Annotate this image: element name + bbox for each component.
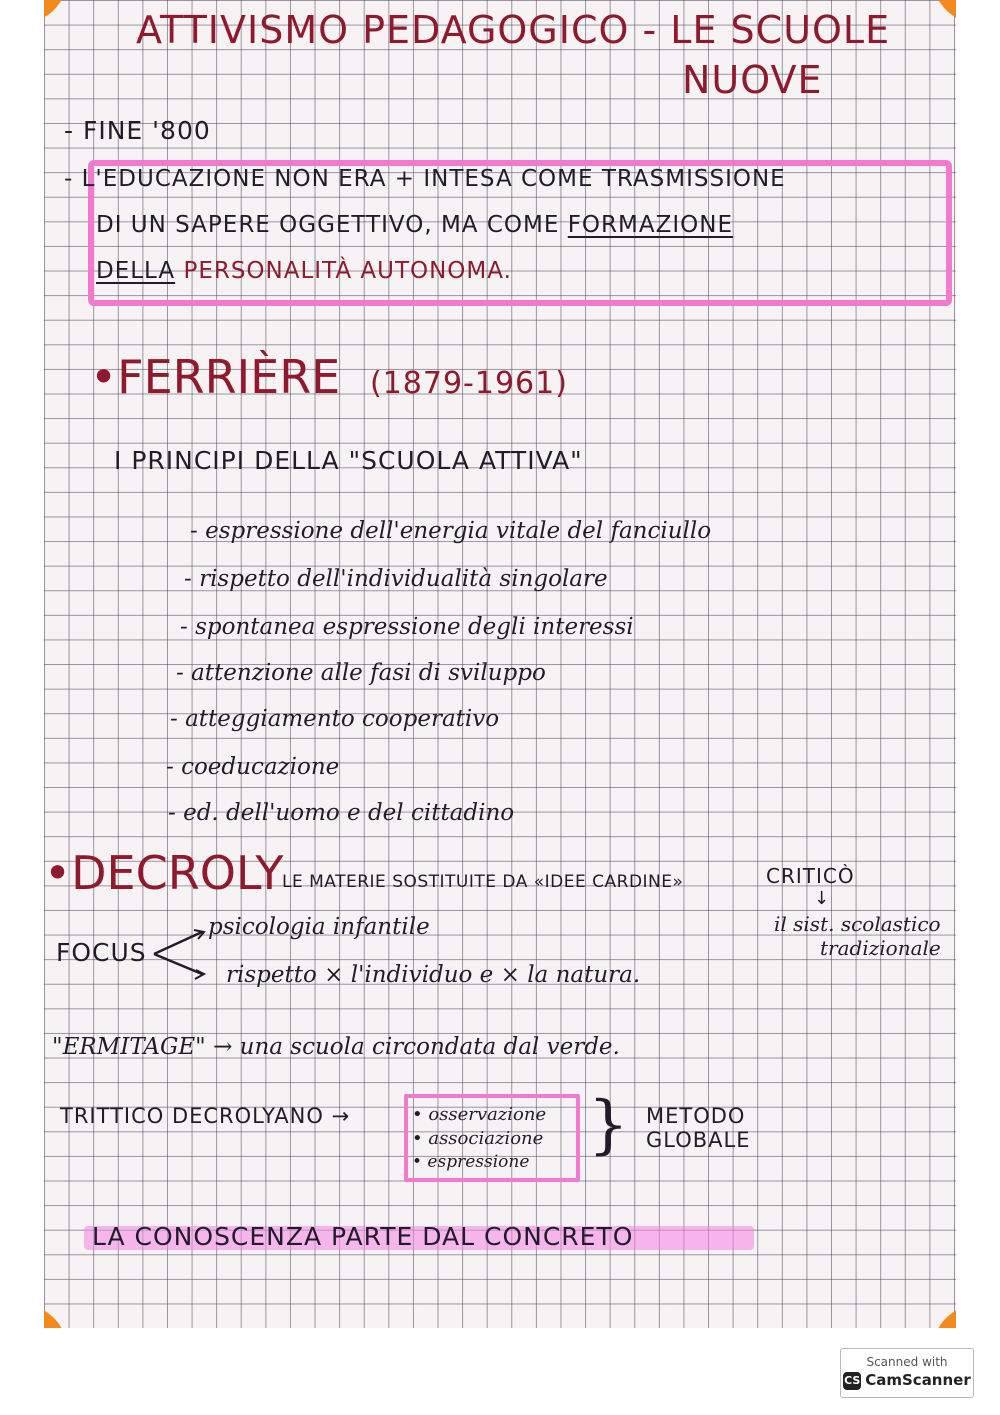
box-line-2-underlined: FORMAZIONE — [567, 212, 733, 238]
box-line-1: - L'EDUCAZIONE NON ERA + INTESA COME TRASMISSIONE — [64, 166, 786, 192]
metodo-line-2: GLOBALE — [646, 1128, 751, 1152]
badge-caption: Scanned with — [866, 1355, 948, 1369]
focus-item: psicologia infantile — [208, 914, 430, 940]
page-title: ATTIVISMO PEDAGOGICO - LE SCUOLE — [136, 8, 891, 52]
box-line-2-text: DI UN SAPERE OGGETTIVO, MA COME — [96, 212, 568, 238]
box-line-3-text: PERSONALITÀ AUTONOMA. — [175, 258, 512, 284]
critico-label: CRITICÒ — [766, 864, 855, 888]
principle-item: - atteggiamento cooperativo — [170, 706, 500, 732]
trittico-label: TRITTICO DECROLYANO → — [60, 1104, 351, 1128]
badge-brand-name: CamScanner — [865, 1371, 971, 1389]
decroly-note: LE MATERIE SOSTITUITE DA «IDEE CARDINE» — [282, 872, 684, 892]
principle-item: - rispetto dell'individualità singolare — [184, 566, 608, 592]
principle-item: - spontanea espressione degli interessi — [180, 614, 634, 640]
conoscenza-line: LA CONOSCENZA PARTE DAL CONCRETO — [92, 1222, 634, 1251]
box-line-2 — [96, 212, 733, 238]
trittico-item: • osservazione — [412, 1104, 547, 1125]
principle-item: - ed. dell'uomo e del cittadino — [168, 800, 515, 826]
ferriere-years: (1879-1961) — [370, 366, 568, 401]
notebook-page — [44, 0, 956, 1328]
decroly-heading: •DECROLY — [44, 846, 284, 900]
period-note: - FINE '800 — [64, 116, 211, 145]
focus-item: rispetto × l'individuo e × la natura. — [226, 962, 641, 988]
camscanner-badge — [840, 1348, 974, 1398]
principle-item: - espressione dell'energia vitale del fanciullo — [190, 518, 712, 544]
page-corner-top-left — [44, 0, 68, 24]
critico-arrow: ↓ — [814, 888, 831, 909]
ermitage-line: "ERMITAGE" → una scuola circondata dal verde. — [52, 1034, 620, 1060]
page-title-continued: NUOVE — [682, 58, 823, 102]
page-corner-bottom-left — [44, 1304, 68, 1328]
principle-item: - attenzione alle fasi di sviluppo — [176, 660, 546, 686]
trittico-brace: } — [588, 1088, 629, 1162]
badge-brand — [841, 1371, 973, 1390]
trittico-item: • espressione — [412, 1152, 530, 1172]
critico-line-1: il sist. scolastico — [774, 912, 941, 936]
principle-item: - coeducazione — [166, 754, 340, 780]
focus-label: FOCUS — [56, 938, 147, 967]
focus-branch-arrows — [150, 926, 210, 982]
critico-line-2: tradizionale — [820, 936, 941, 960]
metodo-line-1: METODO — [646, 1104, 746, 1128]
trittico-item: • associazione — [412, 1128, 544, 1149]
camscanner-logo-icon: CS — [843, 1372, 861, 1390]
principi-heading: I PRINCIPI DELLA "SCUOLA ATTIVA" — [114, 446, 583, 475]
box-line-3-underlined: DELLA — [96, 258, 176, 284]
page-corner-top-right — [932, 0, 956, 24]
box-line-3 — [96, 258, 512, 284]
page-corner-bottom-right — [932, 1304, 956, 1328]
ferriere-heading: •FERRIÈRE — [90, 350, 341, 404]
